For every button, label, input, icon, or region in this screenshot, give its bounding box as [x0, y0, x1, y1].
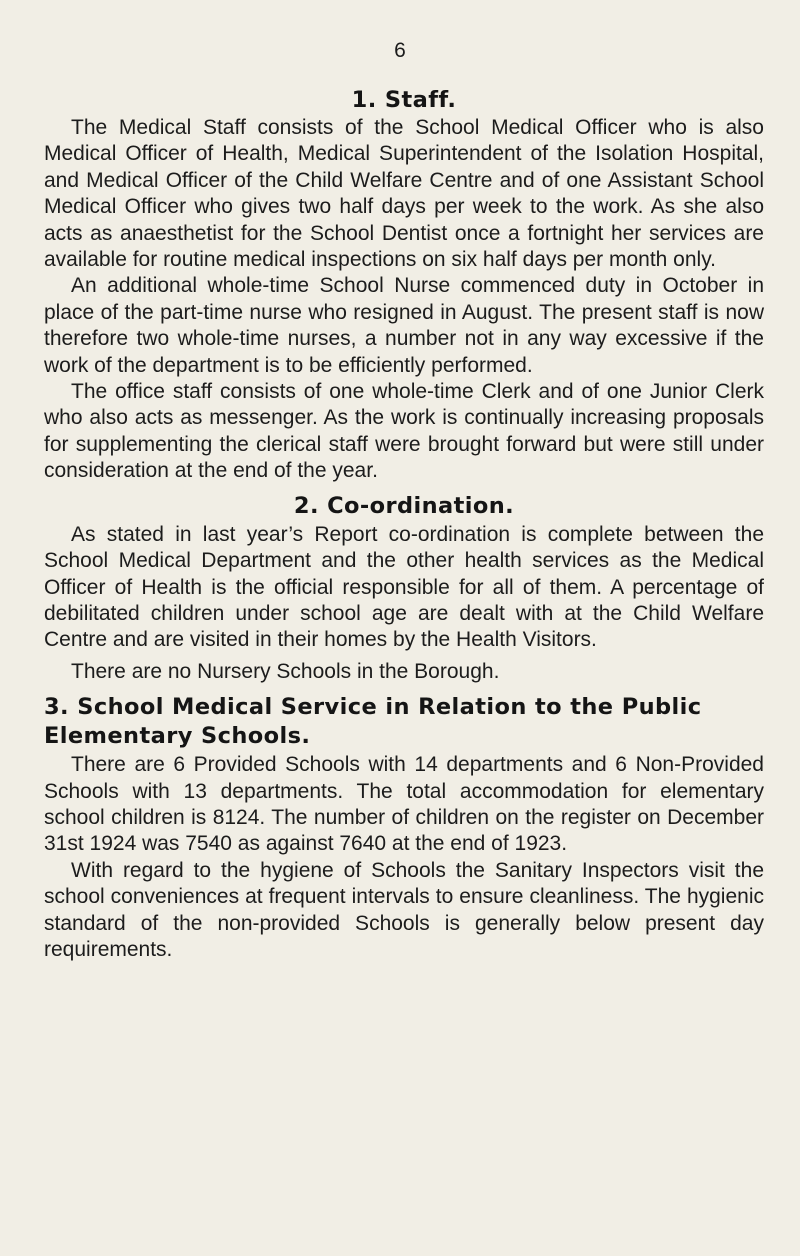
section-heading-coordination: 2. Co-ordination.	[293, 492, 515, 519]
paragraph: As stated in last year’s Report co-ordination is complete between the School Medical Department and the other health services as the Medical Officer of Health is the official responsible for all of them. A percentage of debilitated children under school age are dealt with at the Child Welfare Centre and are visited in their homes by the Health Visitors.	[44, 522, 764, 652]
page-number: 6	[394, 39, 406, 62]
section-heading-staff: 1. Staff.	[351, 87, 457, 113]
paragraph: An additional whole-time School Nurse commenced duty in October in place of the part-time nurse who resigned in August. The present staff is now therefore two whole-time nurses, a number not in any way excessive if the work of the department is to be efficiently performed.	[44, 274, 764, 377]
section-heading-school-medical-service: 3. School Medical Service in Relation to the Public Elementary Schools.	[44, 694, 702, 750]
paragraph: The Medical Staff consists of the School Medical Officer who is also Medical Officer of Health, Medical Superintendent of the Isolation Hospital, and Medical Officer of the Child Welfare Centre and of one Assistant School Medical Officer who gives two half days per week to the work. As she also acts as anaesthetist for the School Dentist once a fortnight her services are available for routine medical inspections on six half days per month only.	[44, 116, 764, 272]
paragraph: The office staff consists of one whole-time Clerk and of one Junior Clerk who also acts as messenger. As the work is continually increasing proposals for supplementing the clerical staff were brought forward but were still under consideration at the end of the year.	[44, 380, 764, 483]
document-body	[44, 86, 764, 963]
paragraph: There are 6 Provided Schools with 14 departments and 6 Non-Provided Schools with 13 departments. The total accommodation for elementary school children is 8124. The number of children on the register on December 31st 1924 was 7540 as against 7640 at the end of 1923.	[44, 753, 764, 856]
paragraph: With regard to the hygiene of Schools the Sanitary Inspectors visit the school conveniences at frequent intervals to ensure cleanliness. The hygienic standard of the non-provided Schools is generally below present day requirements.	[44, 858, 764, 961]
paragraph: There are no Nursery Schools in the Borough.	[71, 659, 500, 683]
